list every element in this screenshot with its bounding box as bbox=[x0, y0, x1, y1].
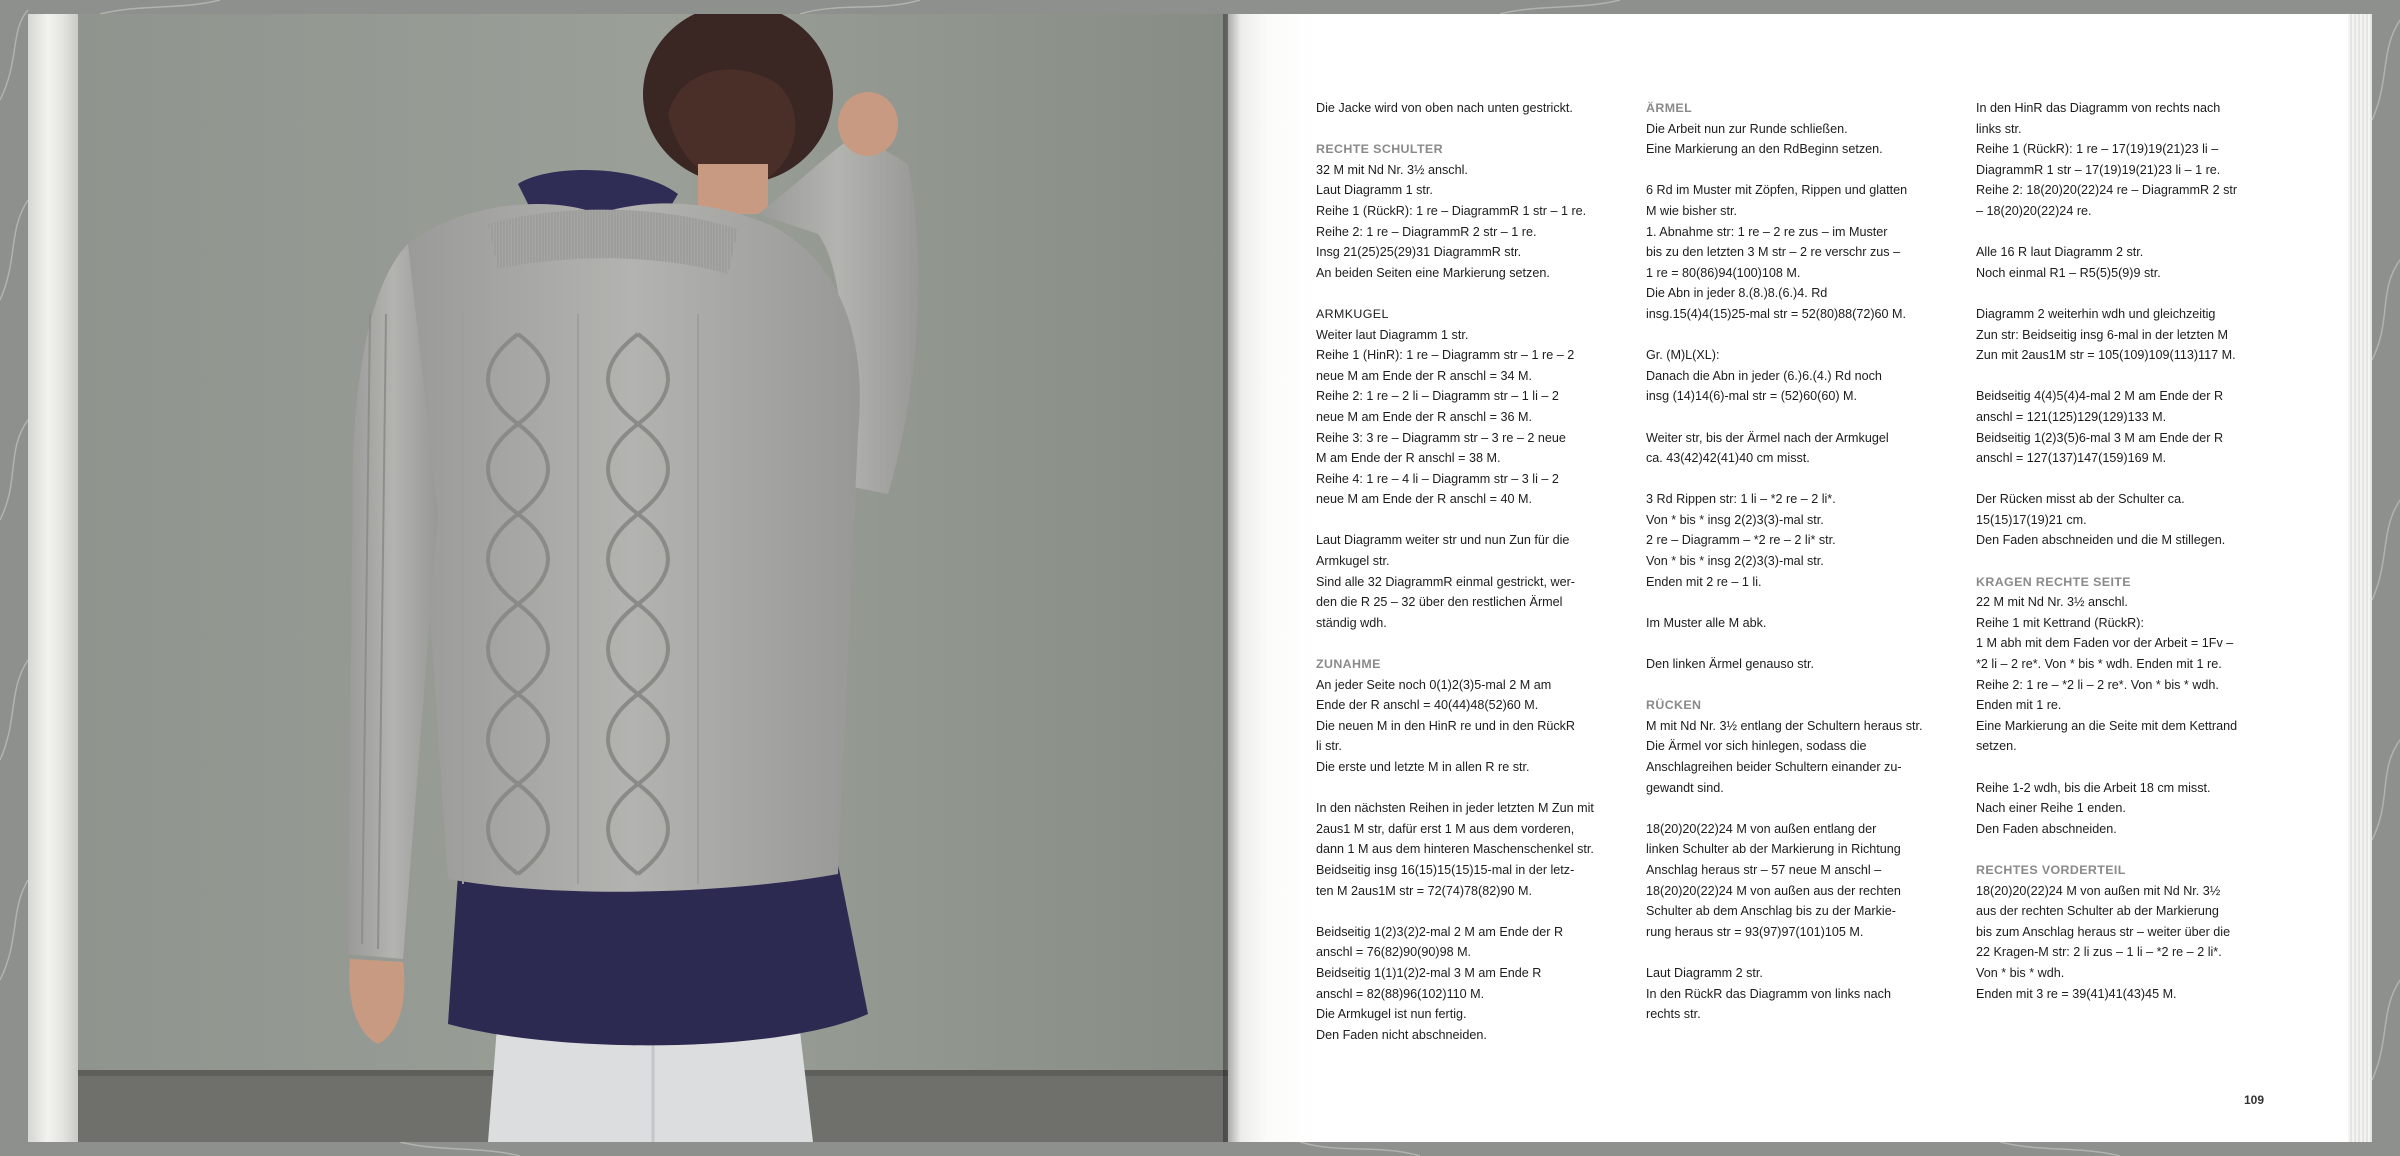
section-heading-armkugel: ARMKUGEL bbox=[1316, 306, 1389, 321]
paragraph: M mit Nd Nr. 3½ entlang der Schultern heraus str. Die Ärmel vor sich hinlegen, sodass die Anschlagreihen beider Schultern einander zu- gewandt sind. bbox=[1646, 718, 1923, 795]
right-page-edges bbox=[2348, 14, 2372, 1142]
paragraph: Im Muster alle M abk. bbox=[1646, 615, 1767, 630]
paragraph: 32 M mit Nd Nr. 3½ anschl. Laut Diagramm 1 str. Reihe 1 (RückR): 1 re – DiagrammR 1 str – 1 re. Reihe 2: 1 re – DiagrammR 2 str – 1 re. Insg 21(25)25(29)31 DiagrammR str. An beiden Seiten eine Markierung setzen. bbox=[1316, 162, 1587, 280]
paragraph: Beidseitig 4(4)5(4)4-mal 2 M am Ende der R anschl = 121(125)129(129)133 M. Beidseitig 1(2)3(5)6-mal 3 M am Ende der R anschl = 127(137)147(159)169 M. bbox=[1976, 389, 2224, 466]
instructions-page bbox=[1228, 14, 2348, 1142]
text-column-3 bbox=[1976, 98, 2296, 1025]
text-column-1 bbox=[1316, 98, 1636, 1066]
section-heading-kragen-rechte-seite: KRAGEN RECHTE SEITE bbox=[1976, 574, 2131, 589]
section-heading-zunahme: ZUNAHME bbox=[1316, 657, 1381, 672]
paragraph: Den linken Ärmel genauso str. bbox=[1646, 657, 1815, 672]
section-heading-rechte-schulter: RECHTE SCHULTER bbox=[1316, 142, 1443, 157]
page-number: 109 bbox=[2244, 1093, 2265, 1107]
paragraph: Weiter str, bis der Ärmel nach der Armkugel ca. 43(42)42(41)40 cm misst. bbox=[1646, 430, 1889, 466]
intro-paragraph: Die Jacke wird von oben nach unten gestrickt. bbox=[1316, 101, 1573, 115]
open-book bbox=[28, 14, 2372, 1142]
paragraph: Diagramm 2 weiterhin wdh und gleichzeitig Zun str: Beidseitig insg 6-mal in der letzten M Zun mit 2aus1M str = 105(109)109(113)117 M. bbox=[1976, 306, 2236, 363]
section-heading-aermel: ÄRMEL bbox=[1646, 101, 1693, 115]
text-column-2 bbox=[1646, 98, 1966, 1045]
paragraph: Der Rücken misst ab der Schulter ca. 15(15)17(19)21 cm. Den Faden abschneiden und die M stillegen. bbox=[1976, 492, 2226, 548]
sweater-photo bbox=[78, 14, 1228, 1142]
paragraph: In den HinR das Diagramm von rechts nach links str. Reihe 1 (RückR): 1 re – 17(19)19(21)23 li – DiagrammR 1 str – 17(19)19(21)23 li – 1 re. Reihe 2: 18(20)20(22)24 re – DiagrammR 2 str – 18(20)20(22)24 re. bbox=[1976, 101, 2238, 218]
paragraph: In den nächsten Reihen in jeder letzten M Zun mit 2aus1 M str, dafür erst 1 M aus dem vorderen, dann 1 M aus dem hinteren Maschenschenkel str. Beidseitig insg 16(15)15(15)15-mal in der letz- ten M 2aus1M str = 72(74)78(82)90 M. bbox=[1316, 801, 1594, 898]
section-heading-rechtes-vorderteil: RECHTES VORDERTEIL bbox=[1976, 862, 2126, 877]
section-heading-ruecken: RÜCKEN bbox=[1646, 698, 1702, 713]
paragraph: 18(20)20(22)24 M von außen entlang der linken Schulter ab der Markierung in Richtung Anschlag heraus str – 57 neue M anschl – 18(20)20(22)24 M von außen aus der rechten Schulter ab dem Anschlag bis zu der Markie- rung heraus str = 93(97)97(101)105 M. bbox=[1646, 821, 1901, 939]
paragraph: Alle 16 R laut Diagramm 2 str. Noch einmal R1 – R5(5)5(9)9 str. bbox=[1976, 245, 2161, 280]
paragraph: Reihe 1-2 wdh, bis die Arbeit 18 cm misst. Nach einer Reihe 1 enden. Den Faden abschneiden. bbox=[1976, 780, 2211, 836]
paragraph: Beidseitig 1(2)3(2)2-mal 2 M am Ende der R anschl = 76(82)90(90)98 M. Beidseitig 1(1)1(2)2-mal 3 M am Ende R anschl = 82(88)96(102)110 M. Die Armkugel ist nun fertig. Den Faden nicht abschneiden. bbox=[1316, 924, 1564, 1042]
paragraph: 3 Rd Rippen str: 1 li – *2 re – 2 li*. Von * bis * insg 2(2)3(3)-mal str. 2 re – Diagramm – *2 re – 2 li* str. Von * bis * insg 2(2)3(3)-mal str. Enden mit 2 re – 1 li. bbox=[1646, 492, 1836, 589]
paragraph: Weiter laut Diagramm 1 str. Reihe 1 (HinR): 1 re – Diagramm str – 1 re – 2 neue M am Ende der R anschl = 34 M. Reihe 2: 1 re – 2 li – Diagramm str – 1 li – 2 neue M am Ende der R anschl = 36 M. Reihe 3: 3 re – Diagramm str – 3 re – 2 neue M am Ende der R anschl = 38 M. Reihe 4: 1 re – 4 li – Diagramm str – 3 li – 2 neue M am Ende der R anschl = 40 M. bbox=[1316, 327, 1575, 507]
photo-page bbox=[78, 14, 1228, 1142]
paragraph: Gr. (M)L(XL): Danach die Abn in jeder (6.)6.(4.) Rd noch insg (14)14(6)-mal str = (52)60(60) M. bbox=[1646, 348, 1882, 404]
paragraph: Laut Diagramm weiter str und nun Zun für die Armkugel str. Sind alle 32 DiagrammR einmal gestrickt, wer- den die R 25 – 32 über den restlichen Ärmel ständig wdh. bbox=[1316, 533, 1575, 630]
paragraph: Laut Diagramm 2 str. In den RückR das Diagramm von links nach rechts str. bbox=[1646, 965, 1891, 1022]
paragraph: 6 Rd im Muster mit Zöpfen, Rippen und glatten M wie bisher str. 1. Abnahme str: 1 re – 2 re zus – im Muster bis zu den letzten 3 M str – 2 re verschr zus – 1 re = 80(86)94(100)108 M. Die Abn in jeder 8.(8.)8.(6.)4. Rd insg.15(4)4(15)25-mal str = 52(80)88(72)60 M. bbox=[1646, 183, 1908, 321]
left-page-edges bbox=[28, 14, 78, 1142]
paragraph: Die Arbeit nun zur Runde schließen. Eine Markierung an den RdBeginn setzen. bbox=[1646, 121, 1883, 157]
paragraph: An jeder Seite noch 0(1)2(3)5-mal 2 M am Ende der R anschl = 40(44)48(52)60 M. Die neuen M in den HinR re und in den RückR li str. Die erste und letzte M in allen R re str. bbox=[1316, 677, 1576, 774]
book-gutter-shadow bbox=[1223, 14, 1253, 1142]
paragraph: 18(20)20(22)24 M von außen mit Nd Nr. 3½ aus der rechten Schulter ab der Markierung bis zum Anschlag heraus str – weiter über die 22 Kragen-M str: 2 li zus – 1 li – *2 re – 2 li*. Von * bis * wdh. Enden mit 3 re = 39(41)41(43)45 M. bbox=[1976, 883, 2231, 1001]
paragraph: 22 M mit Nd Nr. 3½ anschl. Reihe 1 mit Kettrand (RückR): 1 M abh mit dem Faden vor der Arbeit = 1Fv – *2 li – 2 re*. Von * bis * wdh. Enden mit 1 re. Reihe 2: 1 re – *2 li – 2 re*. Von * bis * wdh. Enden mit 1 re. Eine Markierung an die Seite mit dem Kettrand setzen. bbox=[1976, 595, 2238, 754]
